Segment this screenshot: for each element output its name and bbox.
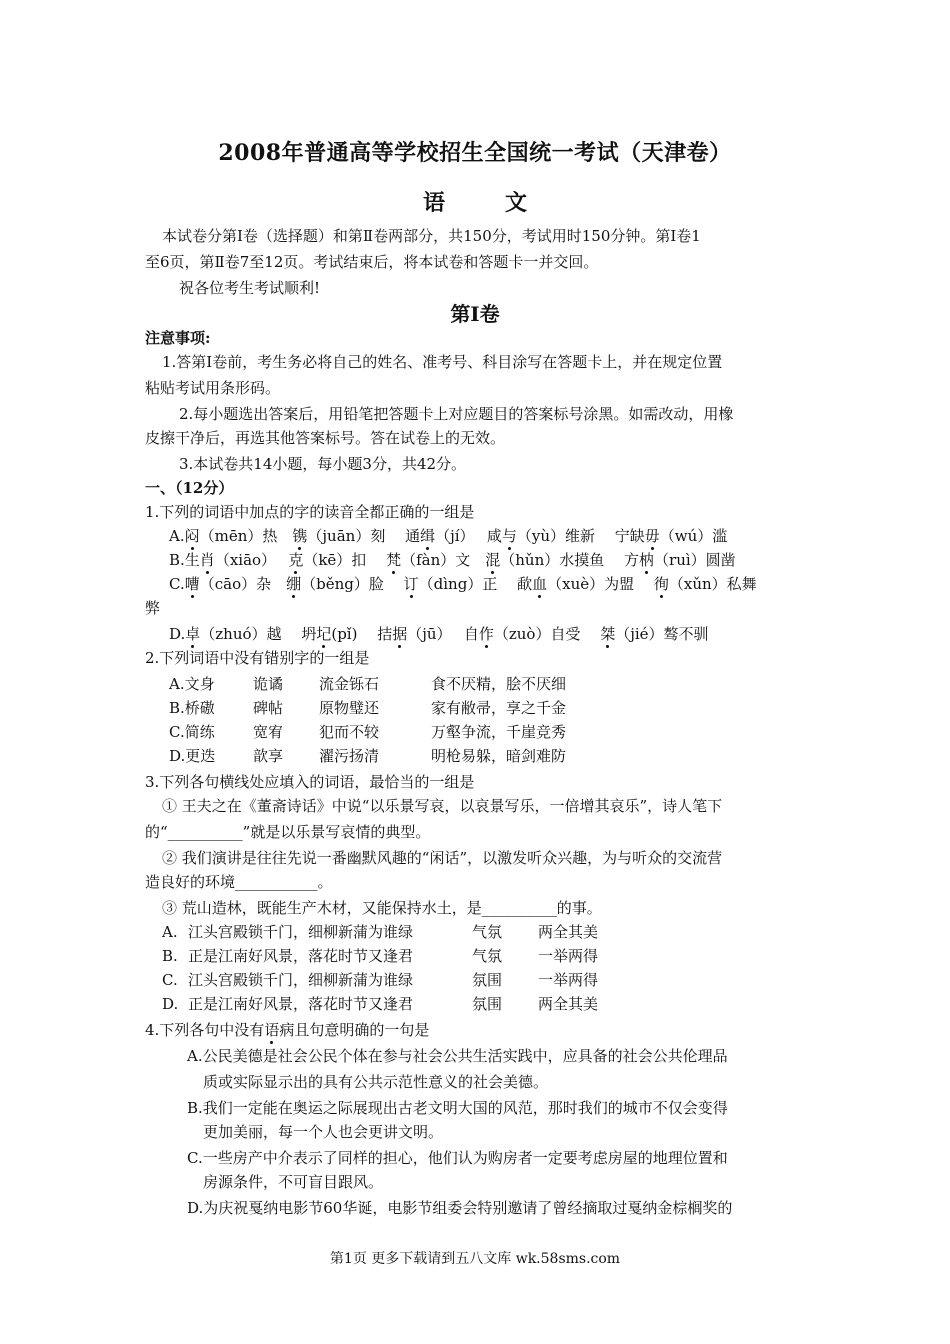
q1-b-seg: （fàn）文 xyxy=(401,551,486,569)
q4-option-b-line-1: B.我们一定能在奥运之际展现出古老文明大国的风范，那时我们的城市不仅会变得 xyxy=(187,1099,728,1117)
q1-c-dot: 嘈 xyxy=(184,575,200,593)
q1-c-seg: （xǔn）私舞 xyxy=(668,575,757,593)
q2-word: 犯而不较 xyxy=(319,723,380,741)
q2-word: 家有敝帚，享之千金 xyxy=(431,699,567,717)
q1-b-dot: 肖 xyxy=(199,551,215,569)
q3-cell: 江头宫殿锁千门，细柳新蒲为谁绿 xyxy=(188,923,414,941)
q1-d-dot: 圮 xyxy=(316,625,332,643)
note-1-line-1: 1.答第Ⅰ卷前，考生务必将自己的姓名、准考号、科目涂写在答题卡上，并在规定位置 xyxy=(162,353,723,371)
q1-c-seg: （dìng）正 歃 xyxy=(418,575,533,593)
q1-b-dot: 枘 xyxy=(639,551,655,569)
q4-stem xyxy=(145,1020,429,1040)
q3-cell: 一举两得 xyxy=(538,971,599,989)
q2-word: A.文身 xyxy=(169,675,215,693)
q1-d-seg: （zhuó）越 xyxy=(200,625,302,643)
q3-cell: 氛围 xyxy=(472,995,503,1013)
intro-wish: 祝各位考生考试顺利! xyxy=(179,279,321,297)
q2-word: 濯污扬清 xyxy=(319,747,380,765)
note-1-line-2: 粘贴考试用条形码。 xyxy=(145,379,281,397)
q3-cell: 正是江南好风景，落花时节又逢君 xyxy=(188,947,414,965)
q1-a-dot: 镌 xyxy=(292,527,308,545)
exam-title: 2008年普通高等学校招生全国统一考试（天津卷） xyxy=(218,140,732,166)
q4-option-b-line-2: 更加美丽，每一个人也会更讲文明。 xyxy=(203,1123,444,1141)
q3-cell: B. xyxy=(162,947,178,965)
q1-b-seg: B.生 xyxy=(169,551,200,569)
q2-option-d xyxy=(169,746,566,766)
q4-stem-seg: 病且句意明确的一句是 xyxy=(279,1021,430,1039)
q2-word: 宽宥 xyxy=(253,723,284,741)
volume-1-title: 第Ⅰ卷 xyxy=(450,302,500,326)
q2-word: 食不厌精，脍不厌细 xyxy=(431,675,567,693)
q1-c-dot: 订 xyxy=(403,575,419,593)
q3-sentence-3: ③ 荒山造林，既能生产木材，又能保持水土，是__________的事。 xyxy=(162,899,602,917)
q3-option-b xyxy=(162,946,598,966)
note-2-line-2: 皮擦干净后，再选其他答案标号。答在试卷上的无效。 xyxy=(145,429,506,447)
q1-d-seg: D. xyxy=(169,625,186,643)
q1-d-seg: （jié）骜不驯 xyxy=(615,625,709,643)
q3-cell: 气氛 xyxy=(472,923,503,941)
note-3: 3.本试卷共14小题，每小题3分，共42分。 xyxy=(179,455,467,473)
q1-a-dot: 闷 xyxy=(184,527,200,545)
q1-b-seg: （ruì）圆凿 xyxy=(654,551,736,569)
q1-option-c-cont: 弊 xyxy=(145,599,161,617)
q4-option-d-line-1: D.为庆祝戛纳电影节60华诞，电影节组委会特别邀请了曾经摘取过戛纳金棕榈奖的 xyxy=(187,1199,733,1217)
q1-a-dot: 与 xyxy=(501,527,517,545)
q1-option-d xyxy=(169,624,709,644)
q1-d-dot: 卓 xyxy=(185,625,201,643)
q1-d-seg: 坍 xyxy=(301,625,317,643)
q3-sentence-2-line-2: 造良好的环境___________。 xyxy=(145,873,333,891)
q1-option-b xyxy=(169,550,736,570)
q1-a-seg: （juān）刻 通 xyxy=(307,527,421,545)
q1-a-seg: （jí） 咸 xyxy=(435,527,502,545)
note-2-line-1: 2.每小题选出答案后，用铅笔把答题卡上对应题目的答案标号涂黑。如需改动，用橡 xyxy=(179,405,734,423)
q1-b-seg: （kē）扣 xyxy=(303,551,387,569)
q4-option-c-line-1: C.一些房产中介表示了同样的担心，他们认为购房者一定要考虑房屋的地理位置和 xyxy=(187,1149,728,1167)
q1-b-dot: 混 xyxy=(485,551,501,569)
q2-option-b xyxy=(169,698,566,718)
q1-option-a xyxy=(169,526,727,546)
q1-d-seg: (pǐ) 拮 xyxy=(331,625,393,643)
q2-word: 诡谲 xyxy=(253,675,284,693)
q1-d-dot: 据 xyxy=(392,625,408,643)
q1-c-seg: （běng）脸 xyxy=(301,575,404,593)
q3-cell: 两全其美 xyxy=(538,923,599,941)
q3-option-d xyxy=(162,994,598,1014)
q3-cell: 江头宫殿锁千门，细柳新蒲为谁绿 xyxy=(188,971,414,989)
q1-c-dot: 绷 xyxy=(286,575,302,593)
q2-word: 万壑争流，千崖竞秀 xyxy=(431,723,567,741)
q3-cell: 正是江南好风景，落花时节又逢君 xyxy=(188,995,414,1013)
q3-cell: 一举两得 xyxy=(538,947,599,965)
q2-option-a xyxy=(169,674,566,694)
q1-a-seg: （wú）滥 xyxy=(659,527,728,545)
q1-a-dot: 毋 xyxy=(644,527,660,545)
q2-word: 碑帖 xyxy=(253,699,284,717)
q3-cell: C. xyxy=(162,971,178,989)
q1-b-dot: 克 xyxy=(288,551,304,569)
q2-word: C.简练 xyxy=(169,723,215,741)
q1-a-seg: （yù）维新 宁缺 xyxy=(516,527,645,545)
intro-line-1: 本试卷分第Ⅰ卷（选择题）和第Ⅱ卷两部分，共150分，考试用时150分钟。第Ⅰ卷1 xyxy=(162,227,701,245)
q1-c-seg: C. xyxy=(169,575,185,593)
q2-word: 明枪易躲，暗剑难防 xyxy=(431,747,567,765)
q1-a-seg: A. xyxy=(169,527,185,545)
q1-d-seg: （zuò）自受 xyxy=(493,625,601,643)
q4-stem-dot: 语 xyxy=(264,1021,280,1039)
q3-cell: 氛围 xyxy=(472,971,503,989)
q1-b-seg: （xiāo） xyxy=(214,551,289,569)
q2-option-c xyxy=(169,722,566,742)
q4-option-c-line-2: 房源条件，不可盲目跟风。 xyxy=(203,1173,384,1191)
q1-a-dot: 缉 xyxy=(420,527,436,545)
notes-heading: 注意事项: xyxy=(145,329,211,347)
q1-c-dot: 血 xyxy=(532,575,548,593)
q3-stem: 3.下列各句横线处应填入的词语，最恰当的一组是 xyxy=(145,773,475,791)
q3-sentence-1-line-1: ① 王夫之在《董斋诗话》中说“以乐景写哀，以哀景写乐，一倍增其哀乐”，诗人笔下 xyxy=(162,797,723,815)
page-footer: 第1页 更多下载请到五八文库 wk.58sms.com xyxy=(329,1251,621,1267)
q1-a-seg: （mēn）热 xyxy=(199,527,293,545)
q3-sentence-2-line-1: ② 我们演讲是往往先说一番幽默风趣的“闲话”，以激发听众兴趣，为与听众的交流营 xyxy=(162,849,723,867)
section-1-heading: 一、（12分） xyxy=(145,479,234,497)
q2-word: D.更迭 xyxy=(169,747,216,765)
q3-cell: 气氛 xyxy=(472,947,503,965)
q3-cell: D. xyxy=(162,995,179,1013)
q3-sentence-1-line-2: 的“__________”就是以乐景写哀情的典型。 xyxy=(145,823,431,841)
q3-option-c xyxy=(162,970,598,990)
q1-d-dot: 桀 xyxy=(600,625,616,643)
q1-c-seg: （xuè）为盟 xyxy=(547,575,654,593)
q1-b-dot: 梵 xyxy=(386,551,402,569)
q4-option-a-line-1: A.公民美德是社会公民个体在参与社会公共生活实践中，应具备的社会公共伦理品 xyxy=(187,1047,728,1065)
q4-stem-seg: 4.下列各句中没有 xyxy=(145,1021,265,1039)
q1-b-seg: （hǔn）水摸鱼 方 xyxy=(500,551,640,569)
q3-cell: A. xyxy=(162,923,178,941)
q2-word: 歆享 xyxy=(253,747,284,765)
q1-d-dot: 作 xyxy=(478,625,494,643)
q3-cell: 两全其美 xyxy=(538,995,599,1013)
q1-stem: 1.下列的词语中加点的字的读音全都正确的一组是 xyxy=(145,503,475,521)
q1-c-dot: 徇 xyxy=(653,575,669,593)
q2-stem: 2.下列词语中没有错别字的一组是 xyxy=(145,649,370,667)
intro-line-2: 至6页，第Ⅱ卷7至12页。考试结束后，将本试卷和答题卡一并交回。 xyxy=(145,253,599,271)
q1-c-seg: （cāo）杂 xyxy=(199,575,287,593)
q3-option-a xyxy=(162,922,598,942)
subject-title: 语文 xyxy=(422,190,587,216)
q2-word: 原物璧还 xyxy=(319,699,380,717)
q4-option-a-line-2: 质或实际显示出的具有公共示范性意义的社会美德。 xyxy=(203,1073,549,1091)
q2-word: 流金铄石 xyxy=(319,675,380,693)
q1-d-seg: （jū） 自 xyxy=(407,625,479,643)
q1-option-c xyxy=(169,574,757,594)
q2-word: B.桥磝 xyxy=(169,699,215,717)
